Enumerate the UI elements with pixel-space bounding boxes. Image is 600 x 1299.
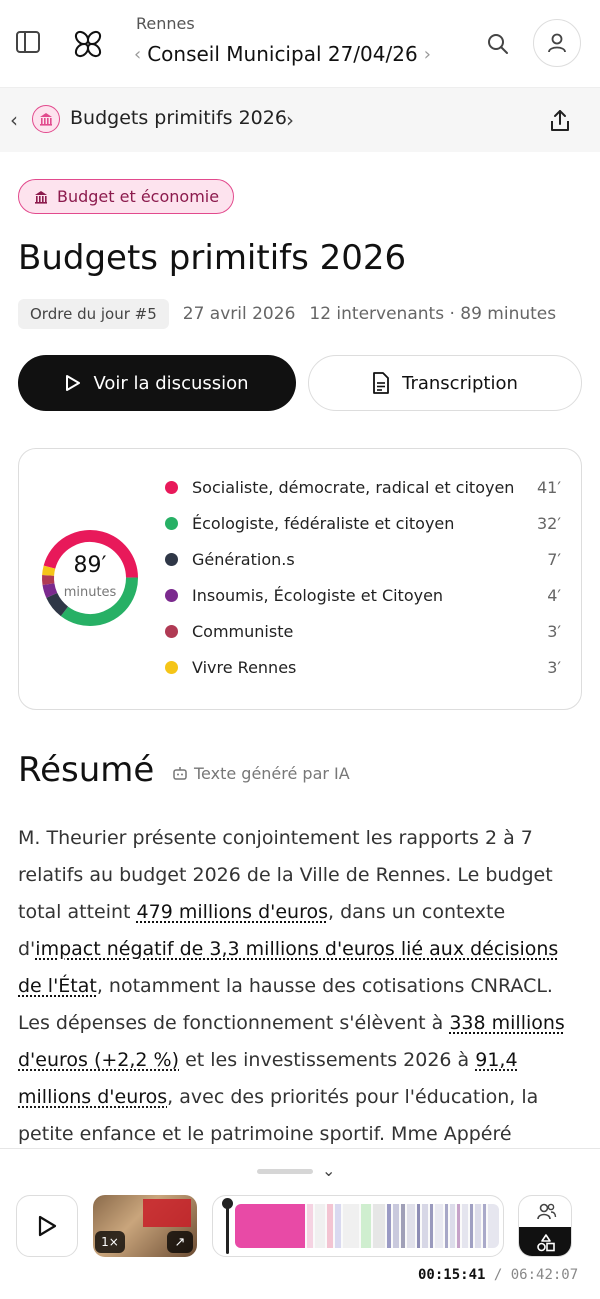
watch-discussion-label: Voir la discussion — [93, 372, 249, 394]
playhead-handle[interactable] — [222, 1198, 233, 1209]
playback-time — [418, 1267, 578, 1283]
group-minutes: 41′ — [537, 477, 561, 497]
top-header — [0, 0, 600, 88]
group-name: Vivre Rennes — [192, 657, 297, 677]
timeline-segment — [343, 1204, 359, 1248]
legend-row[interactable] — [165, 505, 561, 541]
legend-row[interactable] — [165, 649, 561, 685]
collapse-chevron-icon[interactable]: ⌄ — [322, 1161, 336, 1180]
page-title: Budgets primitifs 2026 — [18, 238, 407, 278]
minutes-unit: minutes — [63, 585, 117, 600]
ai-generated-label: Texte généré par IA — [194, 764, 350, 783]
transcript-label: Transcription — [402, 372, 518, 394]
user-account-button[interactable] — [533, 19, 581, 67]
timeline-segment — [457, 1204, 460, 1248]
next-session-icon[interactable]: › — [423, 43, 431, 65]
playback-rate-button[interactable]: 1× — [95, 1231, 125, 1253]
donut-slice — [39, 527, 141, 629]
timeline-segment — [361, 1204, 371, 1248]
session-switcher[interactable] — [134, 42, 431, 66]
watch-discussion-button[interactable] — [18, 355, 296, 411]
donut-slice — [39, 527, 141, 629]
timeline-segment — [483, 1204, 486, 1248]
legend-color-dot — [165, 625, 178, 638]
group-minutes: 3′ — [547, 657, 561, 677]
timeline-segment — [335, 1204, 341, 1248]
donut-slice — [39, 527, 141, 629]
group-legend — [165, 469, 561, 685]
current-time: 00:15:41 — [418, 1267, 486, 1283]
agenda-item-nav — [0, 88, 600, 152]
play-icon — [65, 374, 81, 392]
timeline-segment — [462, 1204, 468, 1248]
group-name: Insoumis, Écologiste et Citoyen — [192, 585, 444, 605]
speaking-time-donut — [39, 527, 141, 629]
timeline-segment — [450, 1204, 455, 1248]
share-icon[interactable] — [545, 106, 575, 136]
timeline-segment-current — [235, 1204, 305, 1248]
speaker-timeline[interactable] — [212, 1195, 504, 1257]
timeline-segment — [327, 1204, 333, 1248]
timeline-segment — [435, 1204, 443, 1248]
group-minutes: 32′ — [537, 513, 561, 533]
city-hall-icon — [32, 105, 60, 133]
timeline-segment — [307, 1204, 313, 1248]
legend-color-dot — [165, 553, 178, 566]
speakers-filter-button[interactable] — [518, 1195, 572, 1257]
group-minutes: 4′ — [547, 585, 561, 605]
category-badge[interactable] — [18, 179, 234, 214]
speaking-time-card — [18, 448, 582, 710]
summary-fragment: M. Theurier présente conjointement les rapports 2 à 7 relatifs au budget 2026 de la Ville de Rennes. Le budget total atteint — [18, 827, 553, 923]
time-separator: / — [485, 1267, 511, 1283]
app-logo-icon[interactable] — [68, 24, 108, 64]
legend-row[interactable] — [165, 469, 561, 505]
summary-fragment: et les investissements 2026 à — [179, 1049, 476, 1071]
summary-fragment: , notamment la hausse des cotisations CNRACL. Les dépenses de fonctionnement s'élèvent à — [18, 975, 553, 1034]
donut-slice — [39, 527, 141, 629]
timeline-segment — [422, 1204, 428, 1248]
timeline-segment — [407, 1204, 415, 1248]
group-name: Génération.s — [192, 549, 295, 569]
drag-handle[interactable] — [257, 1169, 313, 1174]
people-icon — [519, 1196, 572, 1226]
shapes-icon — [519, 1227, 572, 1257]
timeline-segments — [235, 1204, 499, 1248]
play-button[interactable] — [16, 1195, 78, 1257]
city-hall-icon — [33, 189, 49, 205]
previous-session-icon[interactable]: ‹ — [134, 43, 142, 65]
item-meta — [18, 299, 556, 329]
transcript-button[interactable] — [308, 355, 582, 411]
robot-icon — [172, 766, 188, 781]
timeline-segment — [401, 1204, 405, 1248]
expand-video-icon[interactable]: ↗ — [167, 1231, 193, 1253]
summary-fragment: , avec des priorités pour l'éducation, la petite enfance et le patrimoine sportif. Mme Appéré — [18, 1086, 539, 1145]
session-title: Conseil Municipal 27/04/26 — [147, 42, 418, 66]
total-time: 06:42:07 — [510, 1267, 579, 1283]
document-icon — [372, 372, 390, 394]
user-icon — [546, 32, 568, 54]
summary-highlight-link[interactable]: impact négatif de 3,3 millions d'euros lié aux décisions de l'État — [18, 938, 559, 997]
sidebar-toggle-icon[interactable] — [12, 26, 44, 58]
city-label: Rennes — [136, 14, 195, 33]
ai-generated-tag — [172, 764, 350, 783]
thumbnail-caption-overlay — [143, 1199, 191, 1227]
previous-item-icon[interactable]: ‹ — [10, 108, 18, 132]
legend-color-dot — [165, 481, 178, 494]
timeline-segment — [470, 1204, 473, 1248]
timeline-segment — [417, 1204, 420, 1248]
group-name: Socialiste, démocrate, radical et citoyen — [192, 477, 515, 497]
total-minutes: 89′ — [73, 553, 107, 578]
donut-slice — [39, 527, 141, 629]
play-icon — [36, 1214, 58, 1238]
search-icon[interactable] — [480, 26, 516, 62]
video-thumbnail[interactable] — [93, 1195, 197, 1257]
media-player — [0, 1148, 600, 1299]
summary-highlight-link[interactable]: 479 millions d'euros — [136, 901, 328, 923]
legend-color-dot — [165, 661, 178, 674]
group-name: Communiste — [192, 621, 294, 641]
legend-color-dot — [165, 589, 178, 602]
timeline-segment — [373, 1204, 385, 1248]
summary-title: Résumé — [18, 750, 155, 790]
timeline-segment — [445, 1204, 448, 1248]
agenda-item-label[interactable]: Budgets primitifs 2026 — [70, 107, 287, 129]
summary-text — [18, 820, 584, 1153]
timeline-segment — [430, 1204, 433, 1248]
timeline-segment — [387, 1204, 391, 1248]
timeline-segment — [393, 1204, 399, 1248]
group-minutes: 3′ — [547, 621, 561, 641]
timeline-segment — [488, 1204, 499, 1248]
legend-row[interactable] — [165, 541, 561, 577]
timeline-segment — [475, 1204, 481, 1248]
donut-slice — [39, 527, 141, 629]
group-name: Écologiste, fédéraliste et citoyen — [192, 513, 455, 533]
legend-color-dot — [165, 517, 178, 530]
item-stats: 12 intervenants · 89 minutes — [309, 304, 557, 324]
summary-fragment: , dans un contexte d' — [18, 901, 506, 960]
summary-highlight-link[interactable]: 338 millions d'euros (+2,2 %) — [18, 1012, 565, 1071]
summary-highlight-link[interactable]: 91,4 millions d'euros — [18, 1049, 518, 1108]
group-minutes: 7′ — [547, 549, 561, 569]
legend-row[interactable] — [165, 613, 561, 649]
legend-row[interactable] — [165, 577, 561, 613]
category-label: Budget et économie — [57, 187, 220, 206]
timeline-segment — [315, 1204, 325, 1248]
item-date: 27 avril 2026 — [182, 304, 296, 324]
next-item-icon[interactable]: › — [286, 108, 294, 132]
agenda-number-chip: Ordre du jour #5 — [18, 299, 169, 329]
